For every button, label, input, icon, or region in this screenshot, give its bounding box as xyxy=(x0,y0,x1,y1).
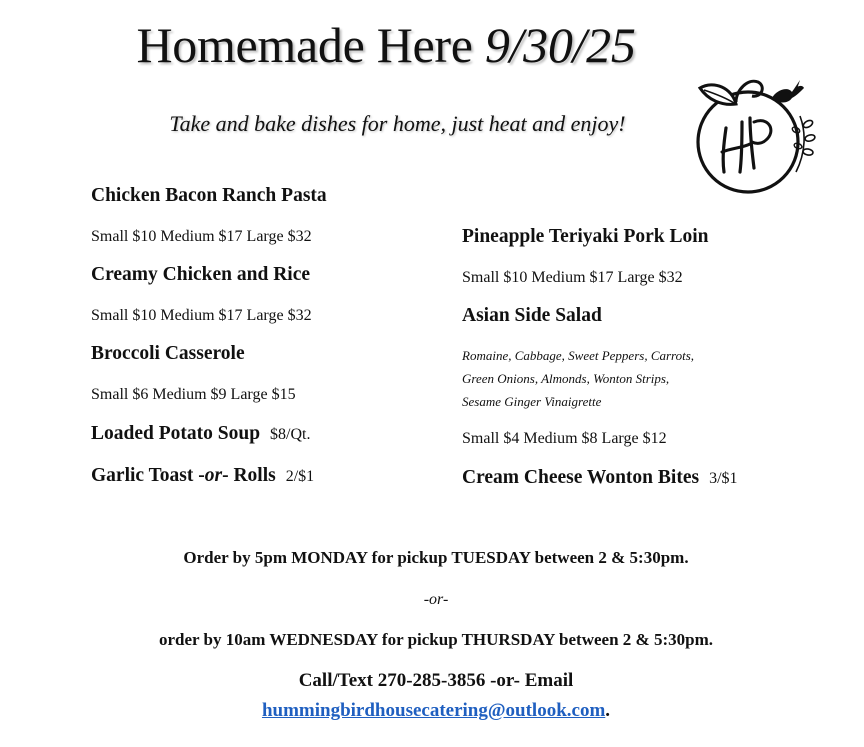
menu-item-price: $8/Qt. xyxy=(270,426,311,443)
email-trailing: . xyxy=(605,700,611,721)
page-title xyxy=(0,14,772,76)
email-link[interactable]: hummingbirdhousecatering@outlook.com xyxy=(261,700,606,721)
menu-item-description xyxy=(462,344,694,413)
order-separator: -or- xyxy=(423,591,449,608)
menu-item-name xyxy=(91,465,314,487)
order-line-tuesday: Order by 5pm MONDAY for pickup TUESDAY between 2 & 5:30pm. xyxy=(183,548,689,567)
menu-item-price: Small $10 Medium $17 Large $32 xyxy=(462,269,683,286)
menu-item-name: Creamy Chicken and Rice xyxy=(91,264,311,285)
title-date: 9/30/25 xyxy=(484,17,636,73)
description-line: Romaine, Cabbage, Sweet Peppers, Carrots, xyxy=(462,348,695,363)
menu-item-name: Pineapple Teriyaki Pork Loin xyxy=(462,226,709,247)
menu-item-price: Small $6 Medium $9 Large $15 xyxy=(91,386,296,403)
menu-item-price: 2/$1 xyxy=(285,468,315,485)
title-text: Homemade Here xyxy=(136,17,473,73)
menu-item-title-part: Garlic Toast - xyxy=(91,465,205,486)
menu-item-price: Small $4 Medium $8 Large $12 xyxy=(462,430,667,447)
description-line: Sesame Ginger Vinaigrette xyxy=(462,394,602,409)
menu-item-price: 3/$1 xyxy=(709,470,738,487)
menu-item-name: Asian Side Salad xyxy=(462,305,602,326)
menu-item-name xyxy=(462,467,738,489)
menu-item-title-or: or xyxy=(204,465,223,486)
menu-item-name xyxy=(91,423,311,445)
contact-line: Call/Text 270-285-3856 -or- Email xyxy=(298,670,574,691)
menu-item-price: Small $10 Medium $17 Large $32 xyxy=(91,307,312,324)
order-line-thursday: order by 10am WEDNESDAY for pickup THURSDAY between 2 & 5:30pm. xyxy=(159,630,713,649)
menu-item-name: Broccoli Casserole xyxy=(91,343,245,364)
menu-item-title: Loaded Potato Soup xyxy=(91,423,261,444)
hummingbird-house-monogram-icon xyxy=(692,72,822,200)
menu-item-title: Cream Cheese Wonton Bites xyxy=(462,467,700,488)
subtitle: Take and bake dishes for home, just heat and enjoy! xyxy=(169,111,626,136)
description-line: Green Onions, Almonds, Wonton Strips, xyxy=(462,371,670,386)
menu-item-title-part: - Rolls xyxy=(222,465,276,486)
email-line xyxy=(0,700,864,722)
menu-item-name: Chicken Bacon Ranch Pasta xyxy=(91,185,327,206)
menu-item-price: Small $10 Medium $17 Large $32 xyxy=(91,228,312,245)
